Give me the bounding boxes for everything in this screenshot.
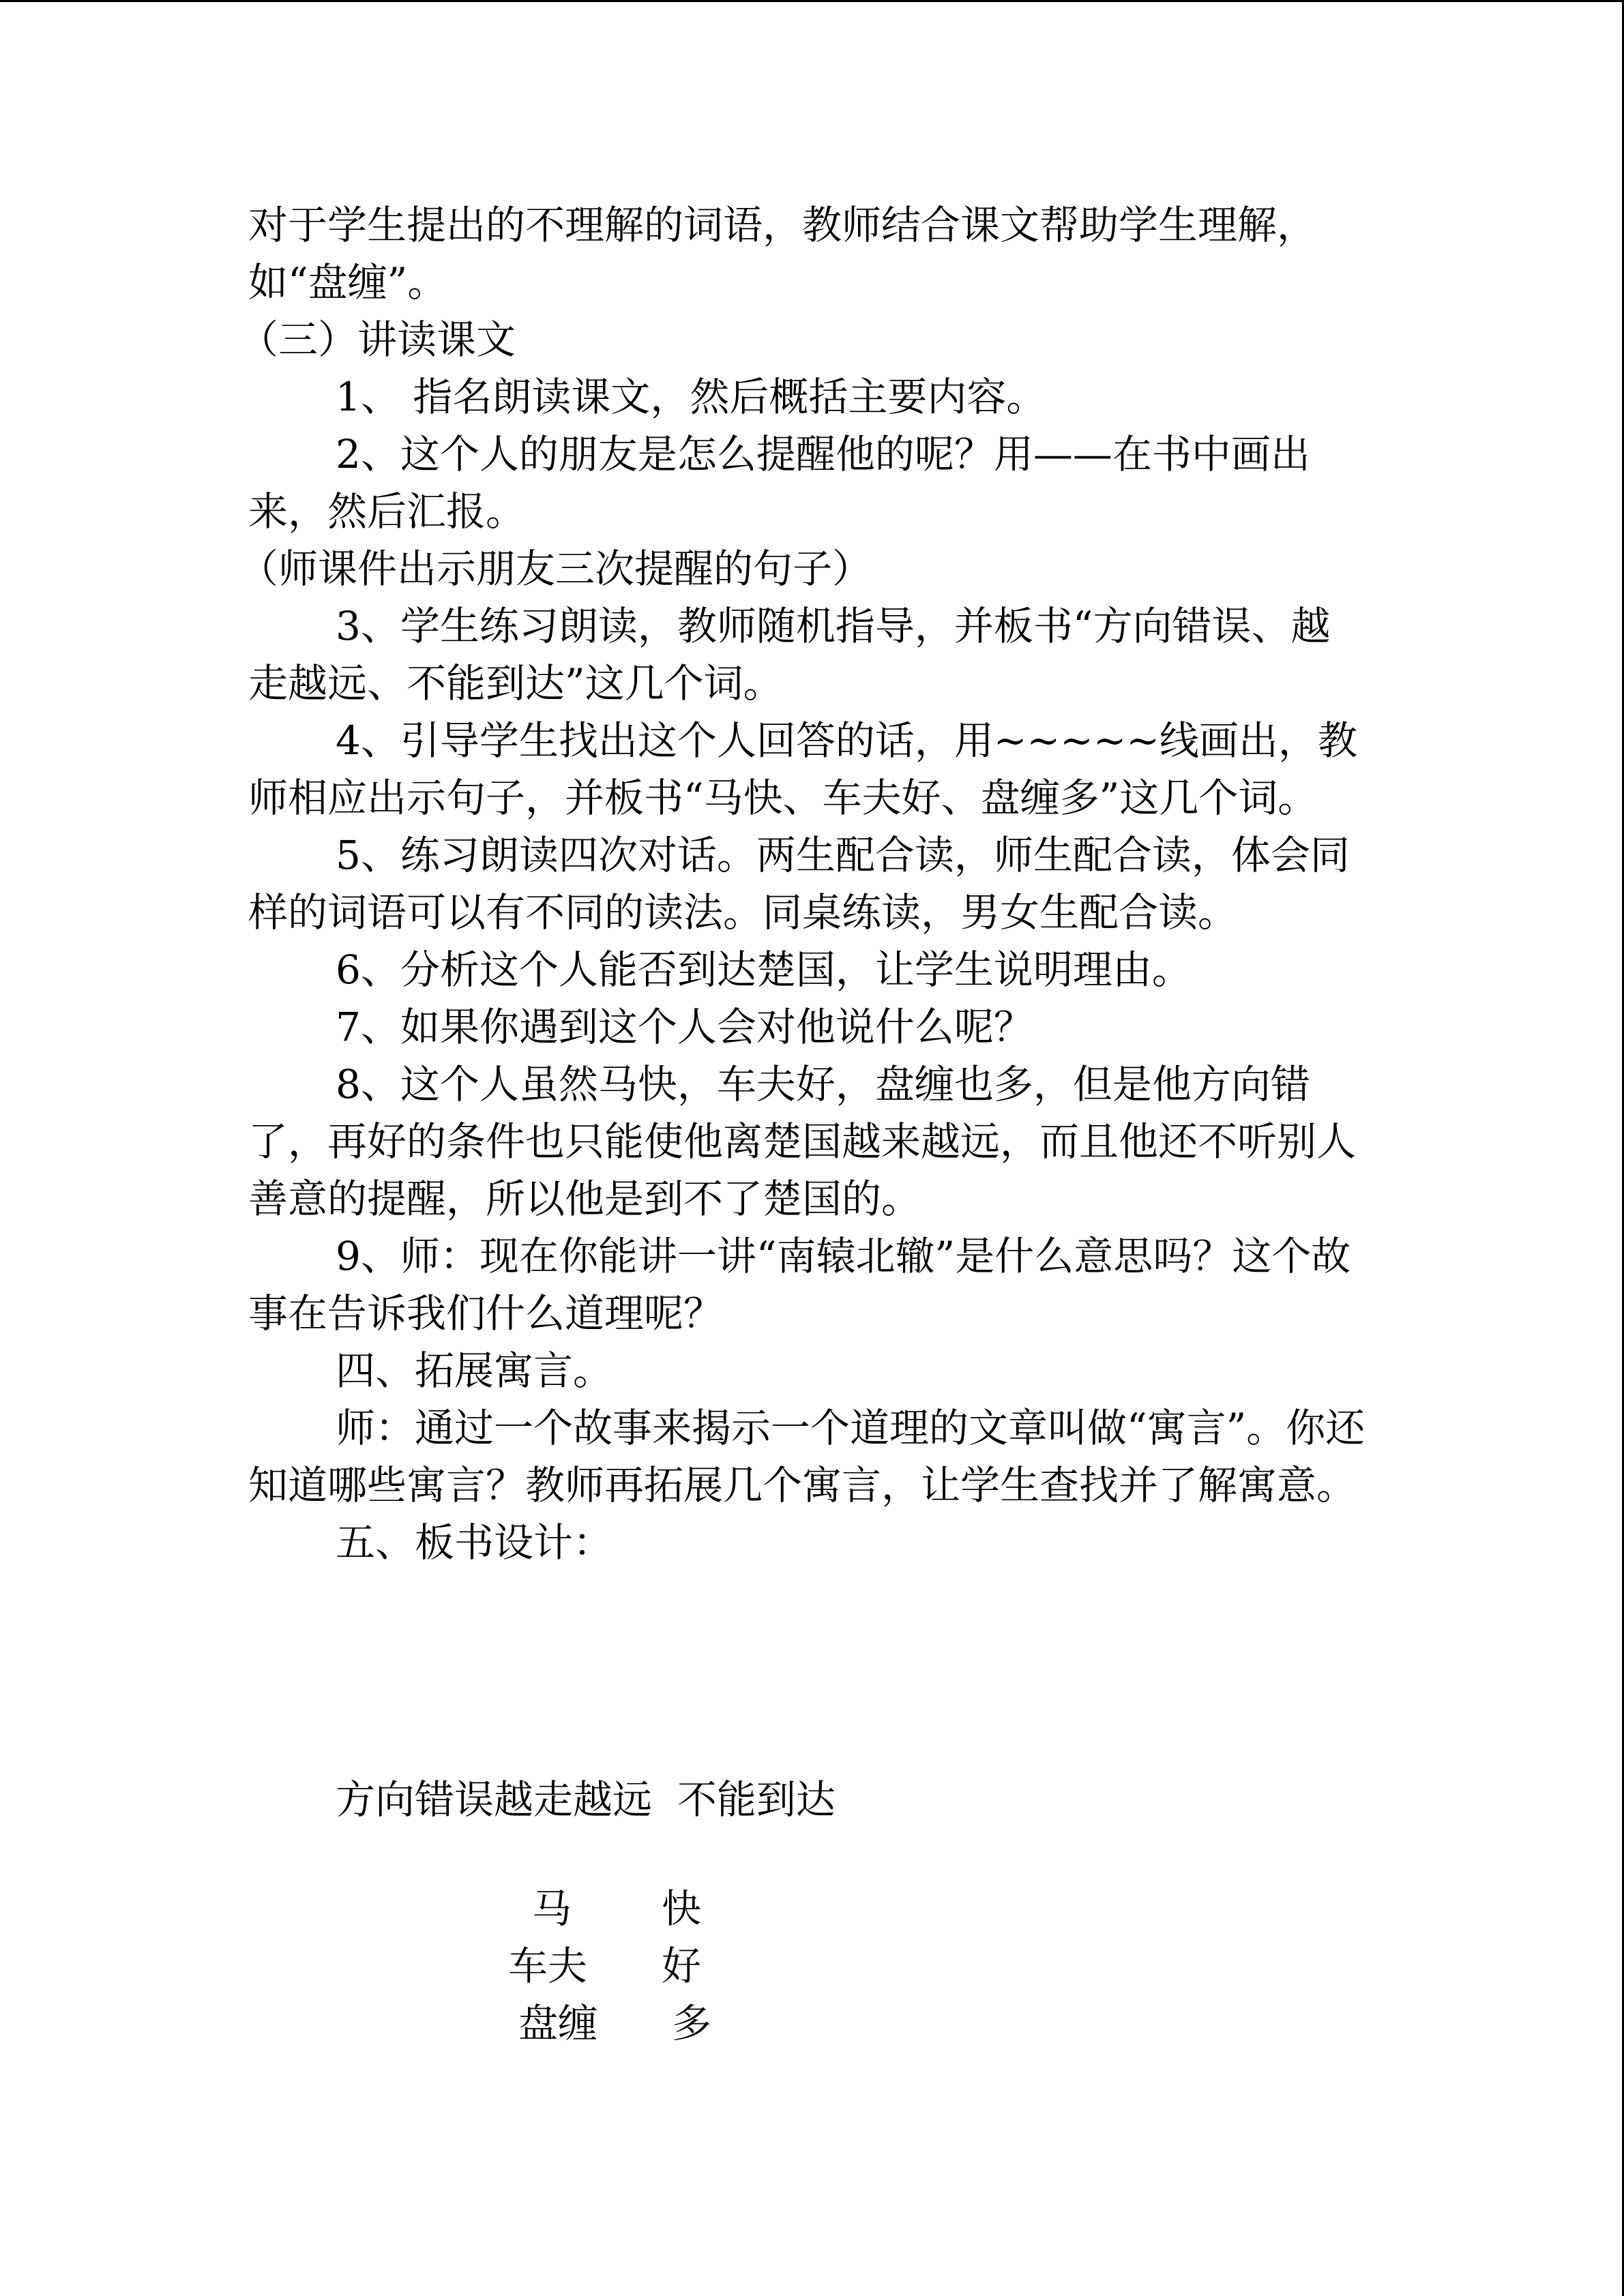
board-item-money-right: 多 — [672, 2000, 712, 2046]
section-heading-fables: 四、拓展寓言。 — [336, 1347, 613, 1394]
step-7: 7、如果你遇到这个人会对他说什么呢？ — [336, 1004, 1033, 1050]
step-9: 9、师：现在你能讲一讲“南辕北辙”是什么意思吗？这个故事在告诉我们什么道理呢？ — [248, 1233, 1351, 1337]
board-item-money-left: 盘缠 — [518, 2000, 598, 2046]
step-5: 5、练习朗读四次对话。两生配合读，师生配合读，体会同样的词语可以有不同的读法。同桌练读，男女生配合读。 — [248, 832, 1350, 936]
section-heading-board: 五、板书设计： — [336, 1519, 613, 1566]
board-item-horse-left: 马 — [532, 1885, 572, 1932]
paragraph-fables: 师：通过一个故事来揭示一个道理的文章叫做“寓言”。你还知道哪些寓言？教师再拓展几个寓言，让学生查找并了解寓意。 — [248, 1405, 1365, 1508]
courseware-note: （师课件出示朋友三次提醒的句子） — [239, 546, 872, 592]
board-item-driver-left: 车夫 — [508, 1943, 588, 1989]
step-6: 6、分析这个人能否到达楚国，让学生说明理由。 — [336, 946, 1192, 993]
paragraph-vocabulary: 对于学生提出的不理解的词语，教师结合课文帮助学生理解，如“盘缠”。 — [248, 202, 1317, 305]
board-item-driver-right: 好 — [662, 1943, 702, 1989]
page-top-border — [0, 0, 1624, 2]
document-body — [239, 196, 1367, 1571]
step-8: 8、这个人虽然马快，车夫好，盘缠也多，但是他方向错了，再好的条件也只能使他离楚国越来越远，而且他还不听别人善意的提醒，所以他是到不了楚国的。 — [248, 1061, 1357, 1222]
step-3: 3、学生练习朗读，教师随机指导，并板书“方向错误、越走越远、不能到达”这几个词。 — [248, 603, 1331, 706]
step-1: 1、 指名朗读课文，然后概括主要内容。 — [336, 374, 1046, 420]
board-design-title: 方向错误越走越远 不能到达 — [336, 1776, 836, 1823]
step-2: 2、这个人的朋友是怎么提醒他的呢？用——在书中画出来，然后汇报。 — [248, 431, 1310, 535]
step-4: 4、引导学生找出这个人回答的话，用~~~~~线画出，教师相应出示句子，并板书“马快、车夫好、盘缠多”这几个词。 — [248, 717, 1357, 821]
section-heading-reading: （三）讲读课文 — [239, 316, 516, 363]
board-item-horse-right: 快 — [662, 1885, 702, 1932]
